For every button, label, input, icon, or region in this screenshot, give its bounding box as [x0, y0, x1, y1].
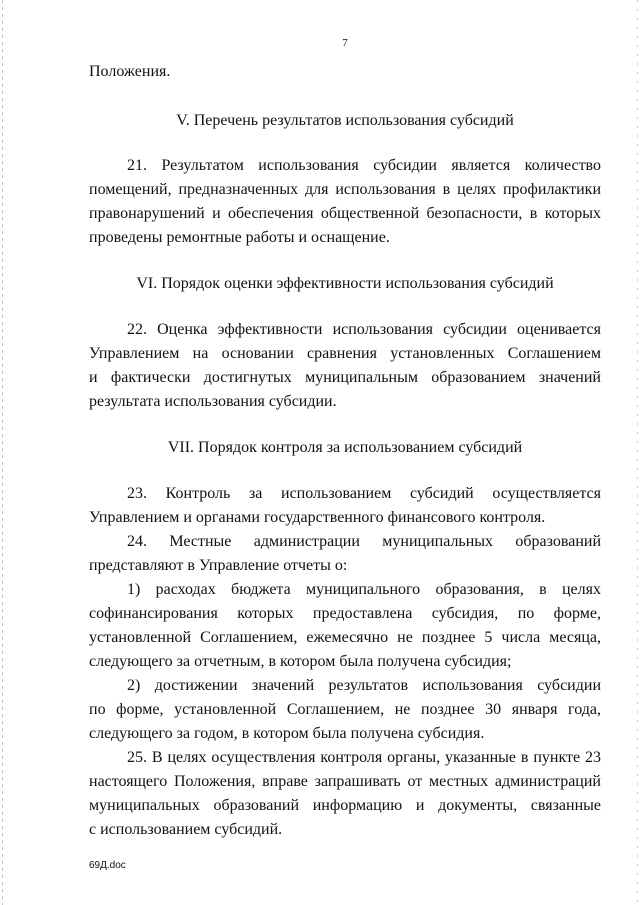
page-number: 7 — [342, 37, 348, 49]
paragraph-22 — [89, 318, 601, 414]
text-line: следующего за годом, в котором была получена субсидия. — [89, 725, 485, 742]
text-line: с использованием субсидий. — [89, 821, 283, 838]
text-line: представляют в Управление отчеты о: — [89, 557, 348, 574]
paragraph-24-item-2 — [89, 674, 601, 746]
text-line: 1) расходах бюджета муниципального образования, в целях — [127, 581, 601, 598]
text-line: 21. Результатом использования субсидии является количество — [127, 157, 601, 174]
section-5-heading: V. Перечень результатов использования субсидий — [176, 112, 514, 129]
text-line: муниципальных образований информацию и документы, связанные — [89, 797, 601, 814]
paragraph-24 — [89, 530, 601, 578]
footer-filename: 69Д.doc — [89, 860, 126, 871]
paragraph-25 — [89, 746, 601, 842]
text-line: софинансирования которых предоставлена субсидия, по форме, — [89, 605, 601, 622]
text-line: проведены ремонтные работы и оснащение. — [89, 229, 390, 246]
text-line: правонарушений и обеспечения общественной безопасности, в которых — [89, 205, 601, 222]
paragraph-24-item-1 — [89, 578, 601, 674]
text-line: и фактически достигнутых муниципальным образованием значений — [89, 369, 601, 386]
section-6-heading: VI. Порядок оценки эффективности использования субсидий — [136, 275, 554, 292]
scan-edge-left — [2, 0, 3, 905]
text-line: настоящего Положения, вправе запрашивать от местных администраций — [89, 773, 601, 790]
carryover-text — [89, 60, 601, 84]
paragraph-21 — [89, 154, 601, 250]
text-line: установленной Соглашением, ежемесячно не позднее 5 числа месяца, — [89, 629, 601, 646]
section-7-heading: VII. Порядок контроля за использованием субсидий — [167, 439, 523, 456]
text-line: Положения. — [89, 63, 171, 80]
text-line: помещений, предназначенных для использования в целях профилактики — [89, 181, 601, 198]
text-line: по форме, установленной Соглашением, не позднее 30 января года, — [89, 701, 601, 718]
scan-edge-right — [637, 0, 638, 905]
paragraph-23 — [89, 482, 601, 530]
text-line: результата использования субсидии. — [89, 393, 337, 410]
text-line: 2) достижении значений результатов использования субсидии — [127, 677, 601, 694]
text-line: 22. Оценка эффективности использования субсидии оценивается — [127, 321, 601, 338]
text-line: Управлением на основании сравнения установленных Соглашением — [89, 345, 601, 362]
text-line: 24. Местные администрации муниципальных образований — [127, 533, 601, 550]
text-line: 23. Контроль за использованием субсидий осуществляется — [127, 485, 601, 502]
text-line: следующего за отчетным, в котором была получена субсидия; — [89, 653, 512, 670]
text-line: Управлением и органами государственного финансового контроля. — [89, 509, 546, 526]
text-line: 25. В целях осуществления контроля органы, указанные в пункте 23 — [127, 749, 601, 766]
